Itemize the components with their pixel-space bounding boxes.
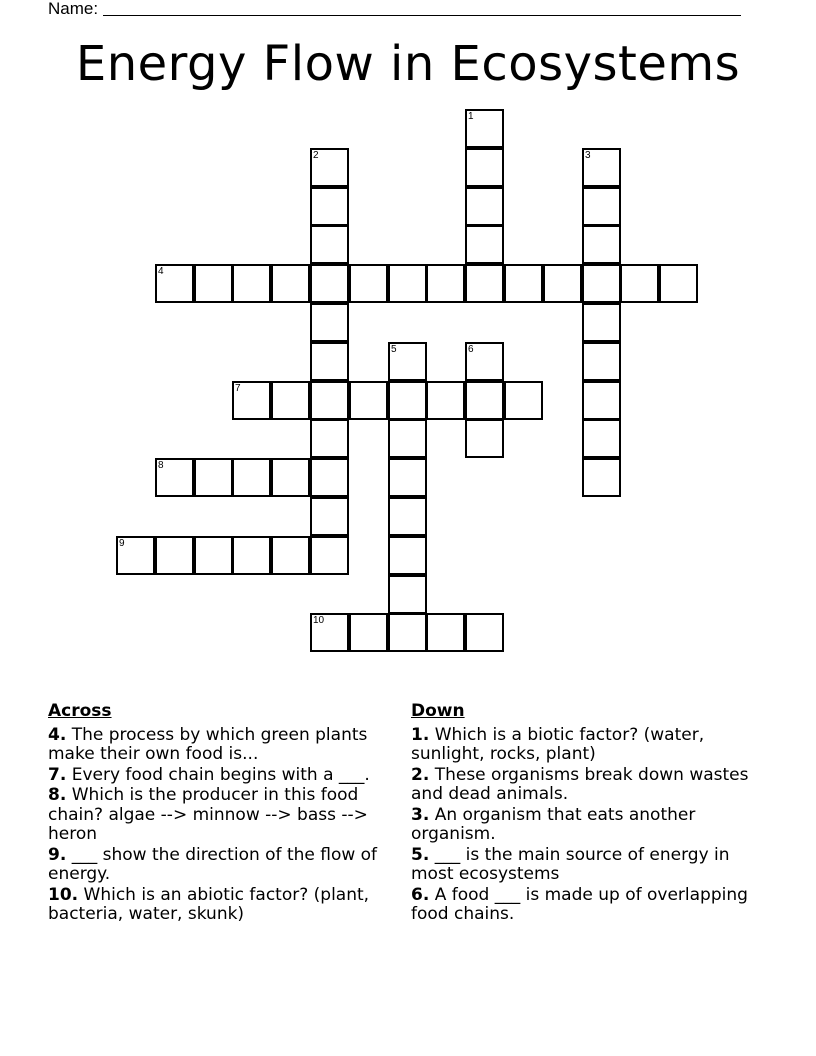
clue-number: 8 — [158, 460, 164, 471]
clue-number: 6 — [468, 344, 474, 355]
crossword-cell[interactable] — [582, 187, 621, 226]
crossword-cell[interactable] — [388, 613, 427, 652]
crossword-cell[interactable] — [465, 225, 504, 264]
crossword-cell[interactable] — [388, 342, 427, 381]
crossword-cell[interactable] — [310, 497, 349, 536]
crossword-cell[interactable] — [116, 536, 155, 575]
crossword-cell[interactable] — [349, 613, 388, 652]
crossword-cell[interactable] — [582, 458, 621, 497]
crossword-cell[interactable] — [232, 536, 271, 575]
clue-number: 2 — [313, 150, 319, 161]
clue-number: 3 — [585, 150, 591, 161]
crossword-cell[interactable] — [582, 225, 621, 264]
across-heading: Across — [48, 701, 112, 721]
crossword-cell[interactable] — [310, 342, 349, 381]
crossword-cell[interactable] — [465, 264, 504, 303]
crossword-cell[interactable] — [388, 419, 427, 458]
crossword-cell[interactable] — [271, 264, 310, 303]
crossword-cell[interactable] — [388, 575, 427, 614]
name-label: Name: — [48, 0, 99, 18]
crossword-cell[interactable] — [310, 187, 349, 226]
clue-number: 7 — [235, 383, 241, 394]
crossword-cell[interactable] — [349, 264, 388, 303]
crossword-cell[interactable] — [465, 148, 504, 187]
crossword-cell[interactable] — [465, 187, 504, 226]
crossword-cell[interactable] — [194, 536, 233, 575]
clue-down-1: 1. Which is a biotic factor? (water, sunlight, rocks, plant) — [411, 724, 705, 764]
crossword-cell[interactable] — [388, 458, 427, 497]
crossword-cell[interactable] — [232, 264, 271, 303]
clue-across-9: 9. ___ show the direction of the flow of energy. — [48, 844, 378, 884]
crossword-cell[interactable] — [310, 536, 349, 575]
clue-number: 10 — [313, 615, 325, 626]
crossword-cell[interactable] — [310, 613, 349, 652]
crossword-cell[interactable] — [426, 381, 465, 420]
crossword-cell[interactable] — [620, 264, 659, 303]
clue-down-3: 3. An organism that eats another organism. — [411, 804, 696, 844]
crossword-cell[interactable] — [310, 264, 349, 303]
down-clues — [411, 702, 756, 926]
crossword-cell[interactable] — [465, 109, 504, 148]
page-title: Energy Flow in Ecosystems — [75, 36, 741, 92]
crossword-cell[interactable] — [426, 264, 465, 303]
clue-across-4: 4. The process by which green plants make their own food is... — [48, 724, 368, 764]
crossword-cell[interactable] — [310, 381, 349, 420]
crossword-cell[interactable] — [504, 264, 543, 303]
crossword-cell[interactable] — [232, 458, 271, 497]
clue-number: 5 — [391, 344, 397, 355]
crossword-cell[interactable] — [271, 458, 310, 497]
crossword-cell[interactable] — [388, 536, 427, 575]
crossword-cell[interactable] — [271, 536, 310, 575]
crossword-cell[interactable] — [271, 381, 310, 420]
crossword-cell[interactable] — [310, 419, 349, 458]
crossword-cell[interactable] — [155, 264, 194, 303]
crossword-cell[interactable] — [504, 381, 543, 420]
crossword-cell[interactable] — [388, 381, 427, 420]
crossword-cell[interactable] — [465, 342, 504, 381]
crossword-cell[interactable] — [155, 536, 194, 575]
crossword-cell[interactable] — [582, 419, 621, 458]
crossword-cell[interactable] — [426, 613, 465, 652]
clue-across-8: 8. Which is the producer in this food chain? algae --> minnow --> bass --> heron — [48, 785, 368, 844]
crossword-cell[interactable] — [310, 148, 349, 187]
down-heading: Down — [411, 701, 465, 721]
crossword-cell[interactable] — [194, 458, 233, 497]
crossword-cell[interactable] — [543, 264, 582, 303]
crossword-cell[interactable] — [349, 381, 388, 420]
clue-across-10: 10. Which is an abiotic factor? (plant, bacteria, water, skunk) — [48, 884, 370, 924]
across-clues — [48, 702, 393, 926]
clue-down-6: 6. A food ___ is made up of overlapping food chains. — [411, 884, 748, 924]
crossword-cell[interactable] — [310, 225, 349, 264]
crossword-cell[interactable] — [194, 264, 233, 303]
crossword-cell[interactable] — [310, 458, 349, 497]
crossword-cell[interactable] — [232, 381, 271, 420]
clue-down-2: 2. These organisms break down wastes and dead animals. — [411, 764, 749, 804]
crossword-cell[interactable] — [388, 497, 427, 536]
crossword-cell[interactable] — [659, 264, 698, 303]
crossword-cell[interactable] — [465, 613, 504, 652]
clue-number: 9 — [119, 538, 125, 549]
crossword-cell[interactable] — [310, 303, 349, 342]
crossword-cell[interactable] — [582, 342, 621, 381]
crossword-cell[interactable] — [582, 148, 621, 187]
clue-number: 1 — [468, 111, 474, 122]
clue-down-5: 5. ___ is the main source of energy in most ecosystems — [411, 844, 730, 884]
crossword-cell[interactable] — [155, 458, 194, 497]
clue-number: 4 — [158, 266, 164, 277]
crossword-cell[interactable] — [582, 381, 621, 420]
crossword-cell[interactable] — [388, 264, 427, 303]
crossword-cell[interactable] — [465, 419, 504, 458]
crossword-cell[interactable] — [582, 303, 621, 342]
crossword-cell[interactable] — [582, 264, 621, 303]
crossword-cell[interactable] — [465, 381, 504, 420]
clue-across-7: 7. Every food chain begins with a ___. — [48, 764, 370, 785]
